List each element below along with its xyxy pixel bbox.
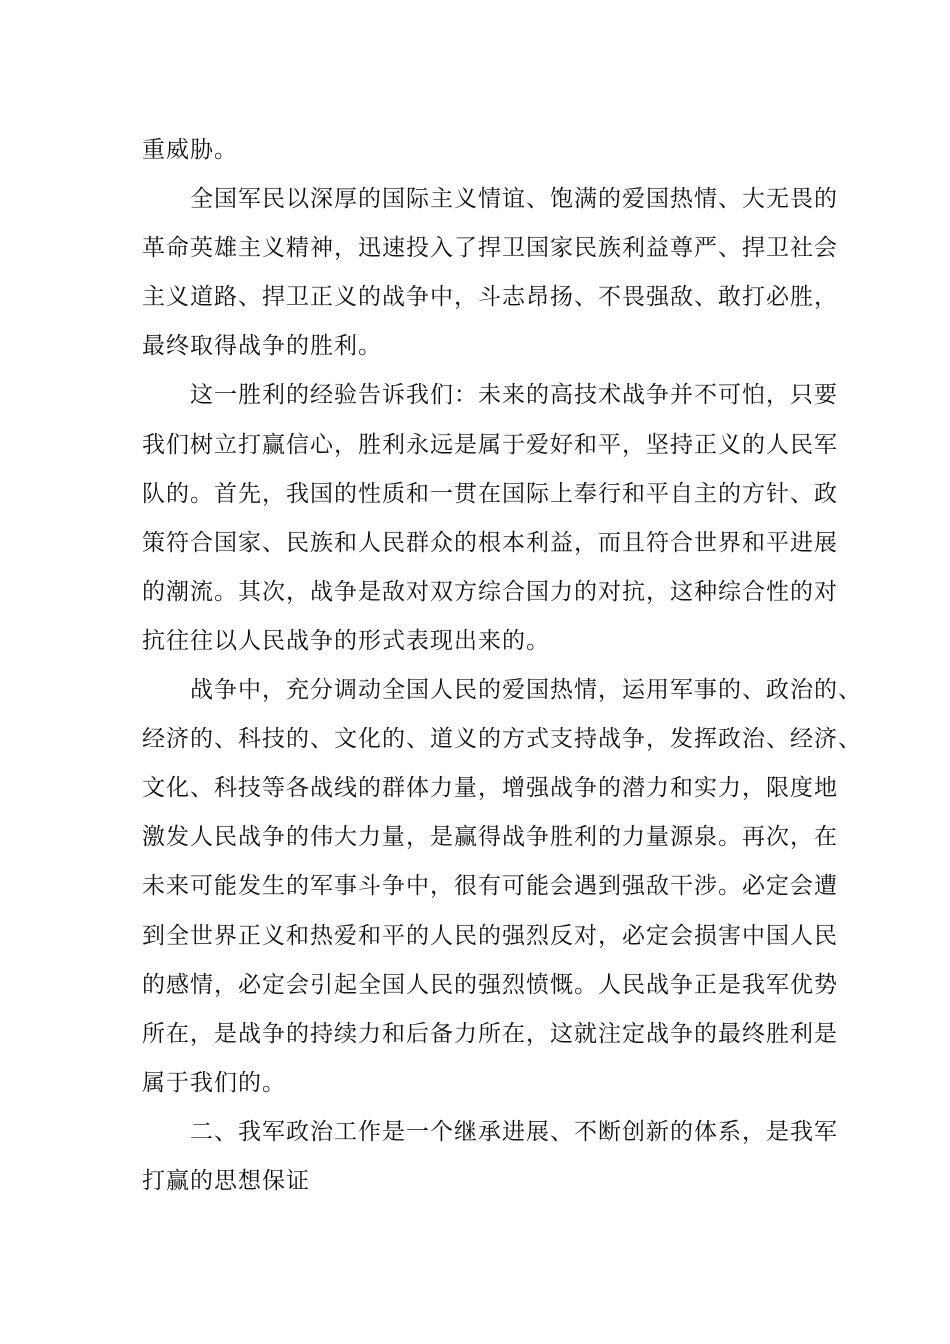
text-line: 重威胁。 bbox=[142, 137, 238, 163]
text-line: 这一胜利的经验告诉我们：未来的高技术战争并不可怕，只要 bbox=[190, 382, 838, 409]
text-line: 策符合国家、民族和人民群众的根本利益，而且符合世界和平进展 bbox=[142, 529, 838, 556]
text-line: 属于我们的。 bbox=[142, 1069, 286, 1096]
text-line: 二、我军政治工作是一个继承进展、不断创新的体系，是我军 bbox=[190, 1118, 838, 1145]
body-text bbox=[142, 126, 862, 1206]
text-line: 经济的、科技的、文化的、道义的方式支持战争，发挥政治、经济、 bbox=[142, 726, 862, 753]
text-line: 队的。首先，我国的性质和一贯在国际上奉行和平自主的方针、政 bbox=[142, 480, 838, 507]
text-line: 到全世界正义和热爱和平的人民的强烈反对，必定会损害中国人民 bbox=[142, 922, 838, 949]
text-line: 未来可能发生的军事斗争中，很有可能会遇到强敌干涉。必定会遭 bbox=[142, 873, 838, 900]
text-line: 主义道路、捍卫正义的战争中，斗志昂扬、不畏强敌、敢打必胜， bbox=[142, 284, 838, 311]
text-line: 打赢的思想保证 bbox=[142, 1167, 310, 1194]
text-line: 的感情，必定会引起全国人民的强烈愤慨。人民战争正是我军优势 bbox=[142, 971, 838, 998]
text-line: 战争中，充分调动全国人民的爱国热情，运用军事的、政治的、 bbox=[190, 677, 862, 704]
paragraph-continuation bbox=[142, 126, 832, 175]
paragraph-peoples-war bbox=[142, 666, 862, 1108]
text-line: 激发人民战争的伟大力量，是赢得战争胜利的力量源泉。再次，在 bbox=[142, 824, 838, 851]
text-line: 最终取得战争的胜利。 bbox=[142, 333, 382, 360]
paragraph-national-unity bbox=[142, 175, 838, 371]
text-line: 文化、科技等各战线的群体力量，增强战争的潜力和实力，限度地 bbox=[142, 775, 838, 802]
text-line: 抗往往以人民战争的形式表现出来的。 bbox=[142, 627, 550, 654]
text-line: 革命英雄主义精神，迅速投入了捍卫国家民族利益尊严、捍卫社会 bbox=[142, 235, 838, 262]
section-heading-political-work bbox=[142, 1108, 838, 1206]
text-line: 所在，是战争的持续力和后备力所在，这就注定战争的最终胜利是 bbox=[142, 1020, 838, 1047]
paragraph-victory-lesson bbox=[142, 371, 838, 666]
text-line: 全国军民以深厚的国际主义情谊、饱满的爱国热情、大无畏的 bbox=[190, 186, 838, 213]
text-line: 我们树立打赢信心，胜利永远是属于爱好和平，坚持正义的人民军 bbox=[142, 431, 838, 458]
text-line: 的潮流。其次，战争是敌对双方综合国力的对抗，这种综合性的对 bbox=[142, 578, 838, 605]
